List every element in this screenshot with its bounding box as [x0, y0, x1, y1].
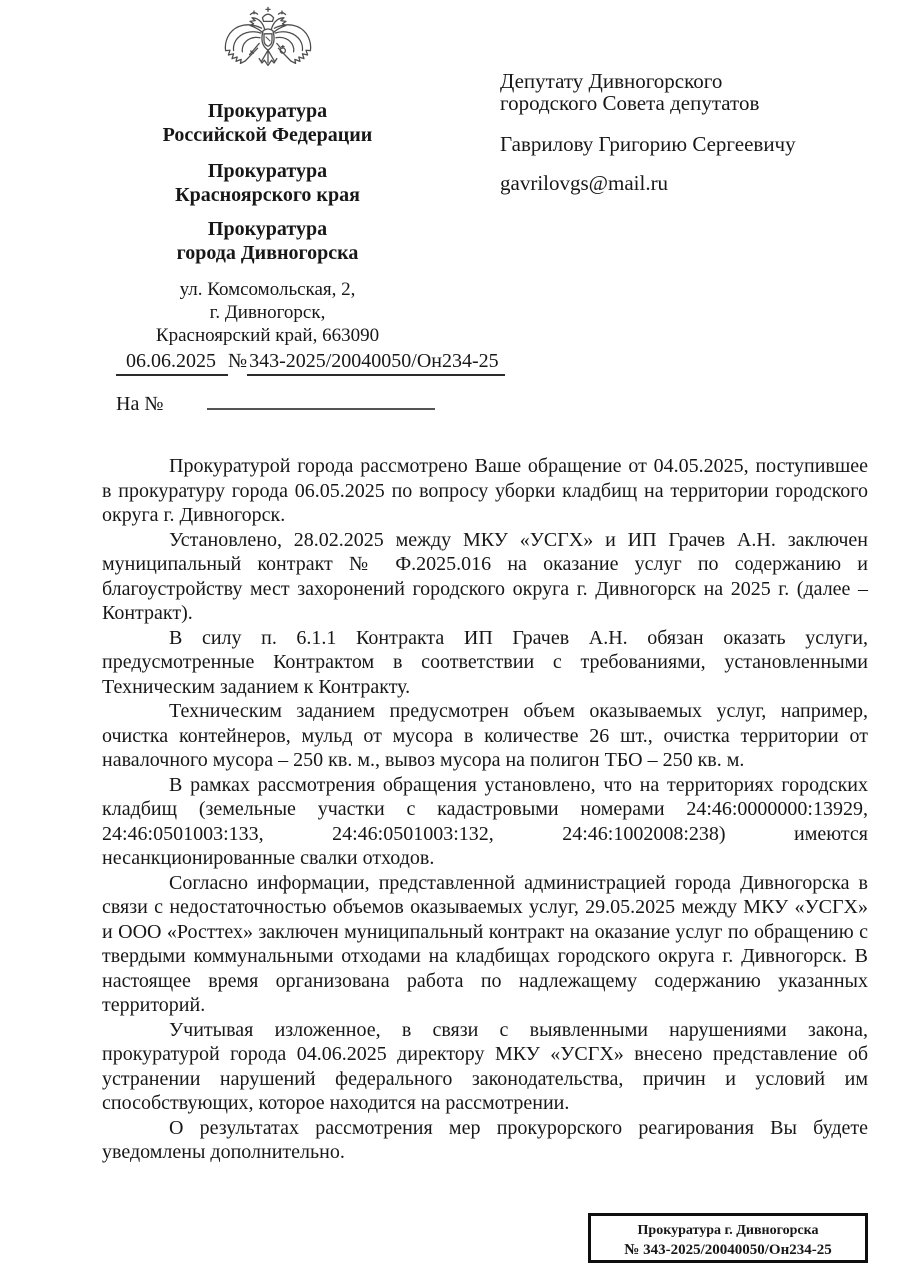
- org-line: Красноярского края: [175, 183, 360, 206]
- body-paragraph: О результатах рассмотрения мер прокурорского реагирования Вы будете уведомлены дополнительно.: [102, 1116, 868, 1163]
- outgoing-number: 343-2025/20040050/Он234-25: [247, 350, 505, 376]
- address-line: ул. Комсомольская, 2,: [179, 279, 356, 300]
- org-line: города Дивногорска: [176, 241, 359, 264]
- recipient-block: [500, 70, 900, 194]
- stamp-org-line: Прокуратура г. Дивногорска: [637, 1223, 819, 1238]
- reply-reference-line: [116, 390, 435, 416]
- recipient-position: [500, 70, 900, 114]
- org-line: Прокуратура: [207, 218, 328, 240]
- stamp-number-line: № 343-2025/20040050/Он234-25: [624, 1242, 832, 1258]
- org-name-city: [110, 218, 425, 265]
- org-name-federation: [110, 100, 425, 147]
- body-paragraph: Техническим заданием предусмотрен объем оказываемых услуг, например, очистка контейнеров, мульд от мусора в количестве 26 шт., очистка территории от навалочного мусора – 250 кв. м., вывоз мусора на полигон ТБО – 250 кв. м.: [102, 700, 868, 771]
- address-line: г. Дивногорск,: [209, 302, 326, 323]
- outgoing-date: 06.06.2025: [116, 350, 228, 376]
- body-paragraph: В рамках рассмотрения обращения установлено, что на территориях городских кладбищ (земельные участки с кадастровыми номерами 24:46:0000000:13929, 24:46:0501003:133, 24:46:0501003:132, 24:46:1002008:238) имеются несанкционированные свалки отходов.: [102, 773, 868, 869]
- recipient-position-line: Депутату Дивногорского: [500, 69, 723, 93]
- letterhead: [110, 4, 425, 347]
- body-paragraph: Учитывая изложенное, в связи с выявленными нарушениями закона, прокуратурой города 04.06.2025 директору МКУ «УСГХ» внесено представление об устранении нарушений федерального законодательства, причин и условий им способствующих, которое находится на рассмотрении.: [102, 1018, 868, 1114]
- letter-body: [102, 454, 868, 1165]
- body-paragraph: Установлено, 28.02.2025 между МКУ «УСГХ» и ИП Грачев А.Н. заключен муниципальный контракт № Ф.2025.016 на оказание услуг по содержанию и благоустройству мест захоронений городского округа г. Дивногорск на 2025 г. (далее – Контракт).: [102, 528, 868, 624]
- recipient-name: Гаврилову Григорию Сергеевичу: [500, 132, 796, 156]
- sender-address: [110, 278, 425, 347]
- address-line: Красноярский край, 663090: [155, 325, 380, 346]
- recipient-position-line: городского Совета депутатов: [500, 91, 760, 115]
- outgoing-reference-line: [116, 350, 505, 376]
- body-paragraph: В силу п. 6.1.1 Контракта ИП Грачев А.Н. обязан оказать услуги, предусмотренные Контрактом в соответствии с требованиями, установленными Техническим заданием к Контракту.: [102, 626, 868, 698]
- recipient-email: gavrilovgs@mail.ru: [500, 171, 669, 195]
- org-line: Прокуратура: [207, 160, 328, 182]
- number-sign: №: [228, 350, 248, 372]
- body-paragraph: Согласно информации, представленной администрацией города Дивногорска в связи с недостаточностью объемов оказываемых услуг, 29.05.2025 между МКУ «УСГХ» и ООО «Росттех» заключен муниципальный контракт на оказание услуг по обращению с твердыми коммунальными отходами на кладбищах городского округа г. Дивногорск. В настоящее время организована работа по надлежащему содержанию указанных территорий.: [102, 871, 868, 1016]
- registration-stamp: [588, 1213, 868, 1263]
- org-name-krai: [110, 160, 425, 207]
- reply-ref-blank-field: [207, 390, 435, 410]
- org-line: Прокуратура: [207, 100, 328, 122]
- reply-ref-label: На №: [116, 393, 164, 415]
- coat-of-arms-russia-icon: [224, 4, 312, 86]
- org-line: Российской Федерации: [162, 123, 373, 146]
- body-paragraph: Прокуратурой города рассмотрено Ваше обращение от 04.05.2025, поступившее в прокуратуру города 06.05.2025 по вопросу уборки кладбищ на территории городского округа г. Дивногорск.: [102, 455, 868, 526]
